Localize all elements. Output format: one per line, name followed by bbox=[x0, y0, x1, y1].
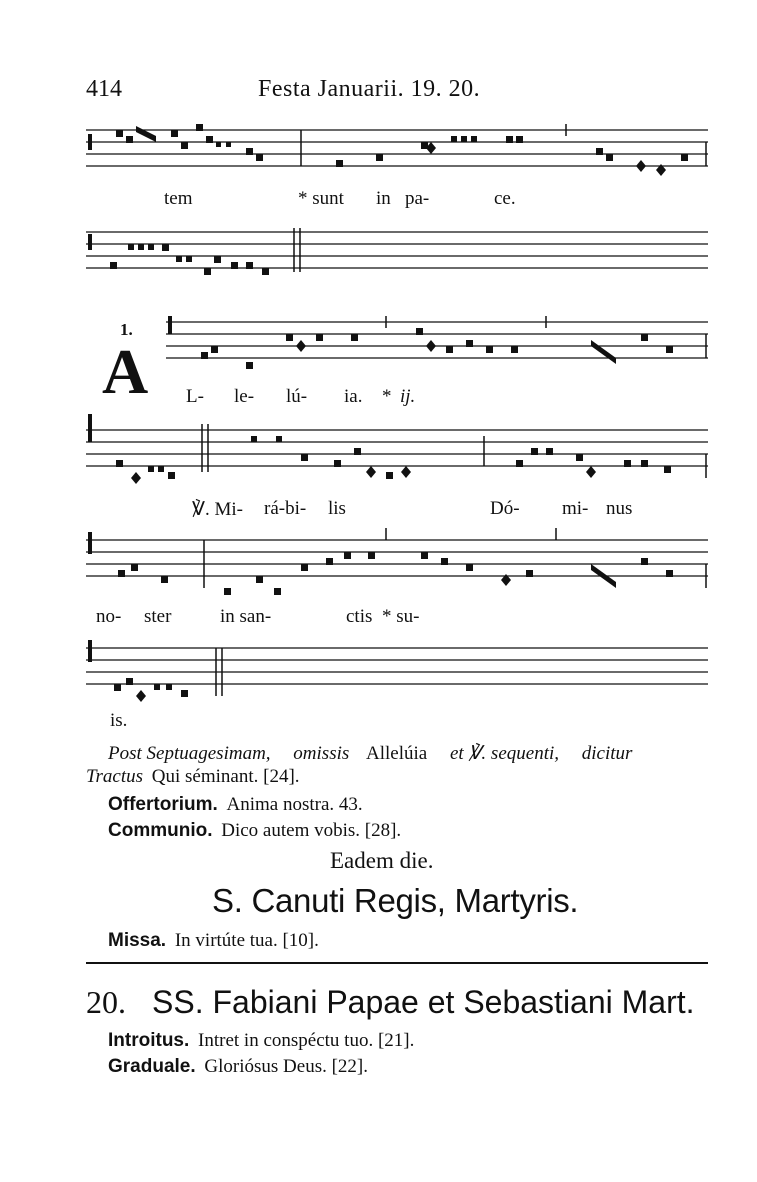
proper-text: In virtúte tua. [10]. bbox=[174, 930, 319, 951]
proper-label: Graduale. bbox=[108, 1056, 196, 1077]
proper-label: Offertorium. bbox=[108, 794, 218, 815]
staff-lines-6 bbox=[86, 636, 708, 706]
lyrics-staff-6 bbox=[86, 710, 186, 734]
section-divider bbox=[86, 962, 708, 964]
syllable: ster bbox=[144, 606, 172, 627]
feast-number: 20. bbox=[86, 984, 126, 1020]
proper-text: Anima nostra. 43. bbox=[226, 794, 363, 815]
feast-title-2: SS. Fabiani Papae et Sebastiani Mart. bbox=[152, 984, 695, 1020]
rubric-text: et ℣. sequenti, bbox=[449, 743, 559, 764]
proper-text: Dico autem vobis. [28]. bbox=[221, 820, 402, 841]
syllable: in san- bbox=[220, 606, 272, 627]
proper-label: Missa. bbox=[108, 930, 167, 951]
syllable: ia. bbox=[344, 386, 363, 407]
lyrics-staff-4 bbox=[86, 498, 708, 522]
rubric-text: Tractus bbox=[86, 766, 144, 787]
syllable: mi- bbox=[562, 498, 589, 519]
chant-staff-4 bbox=[86, 414, 708, 494]
rubric-text: Post Septuagesimam, bbox=[108, 743, 271, 764]
proper-communio bbox=[108, 820, 401, 842]
staff-lines-5 bbox=[86, 528, 708, 608]
syllable: nus bbox=[606, 498, 633, 519]
proper-missa bbox=[108, 930, 319, 952]
syllable: is. bbox=[110, 710, 128, 731]
chant-staff-3 bbox=[86, 312, 708, 382]
proper-label: Communio. bbox=[108, 820, 213, 841]
syllable: tem bbox=[164, 188, 193, 209]
staff-lines-3 bbox=[86, 312, 708, 382]
syllable: pa- bbox=[405, 188, 430, 209]
proper-offertorium bbox=[108, 794, 363, 816]
proper-text: Gloriósus Deus. [22]. bbox=[204, 1056, 369, 1077]
syllable: * su- bbox=[382, 606, 420, 627]
chant-staff-2 bbox=[86, 226, 708, 286]
chant-staff-5 bbox=[86, 528, 708, 608]
verse-number-1: 1. bbox=[120, 320, 133, 339]
syllable: ℣. Mi- bbox=[192, 499, 243, 520]
syllable: ij. bbox=[400, 386, 416, 407]
proper-introitus bbox=[108, 1030, 414, 1052]
rubric-text: Allelúia bbox=[366, 743, 428, 764]
rubric-line-2 bbox=[86, 766, 300, 788]
rubric-line-1 bbox=[108, 742, 632, 765]
chant-staff-1 bbox=[86, 124, 708, 184]
feast-2-title-row bbox=[86, 984, 695, 1021]
syllable: le- bbox=[234, 386, 255, 407]
proper-label: Introitus. bbox=[108, 1030, 190, 1051]
syllable: lú- bbox=[286, 386, 308, 407]
lyrics-staff-1 bbox=[86, 188, 708, 212]
staff-lines-4 bbox=[86, 414, 708, 494]
feast-eadem: Eadem die. bbox=[330, 848, 434, 873]
rubric-text: dicitur bbox=[581, 743, 633, 764]
rubric-text: Qui séminant. [24]. bbox=[151, 766, 300, 787]
syllable: rá-bi- bbox=[264, 498, 307, 519]
rubric-text: omissis bbox=[293, 743, 350, 764]
syllable: in bbox=[376, 188, 391, 209]
running-title: Festa Januarii. 19. 20. bbox=[258, 76, 481, 102]
syllable: * sunt bbox=[298, 188, 344, 209]
page-number: 414 bbox=[86, 76, 122, 102]
staff-lines-2 bbox=[86, 226, 708, 286]
syllable: * bbox=[382, 386, 392, 407]
feast-title: S. Canuti Regis, Martyris. bbox=[212, 882, 579, 919]
proper-graduale bbox=[108, 1056, 368, 1078]
proper-text: Intret in conspéctu tuo. [21]. bbox=[198, 1030, 415, 1051]
syllable: lis bbox=[328, 498, 346, 519]
syllable: no- bbox=[96, 606, 122, 627]
lyrics-staff-3 bbox=[86, 386, 708, 410]
syllable: ctis bbox=[346, 606, 373, 627]
lyrics-staff-5 bbox=[86, 606, 708, 630]
staff-lines-1 bbox=[86, 124, 708, 184]
syllable: L- bbox=[186, 386, 204, 407]
syllable: ce. bbox=[494, 188, 516, 209]
initial-letter-a: A bbox=[102, 336, 149, 407]
syllable: Dó- bbox=[490, 498, 520, 519]
chant-staff-6 bbox=[86, 636, 708, 706]
